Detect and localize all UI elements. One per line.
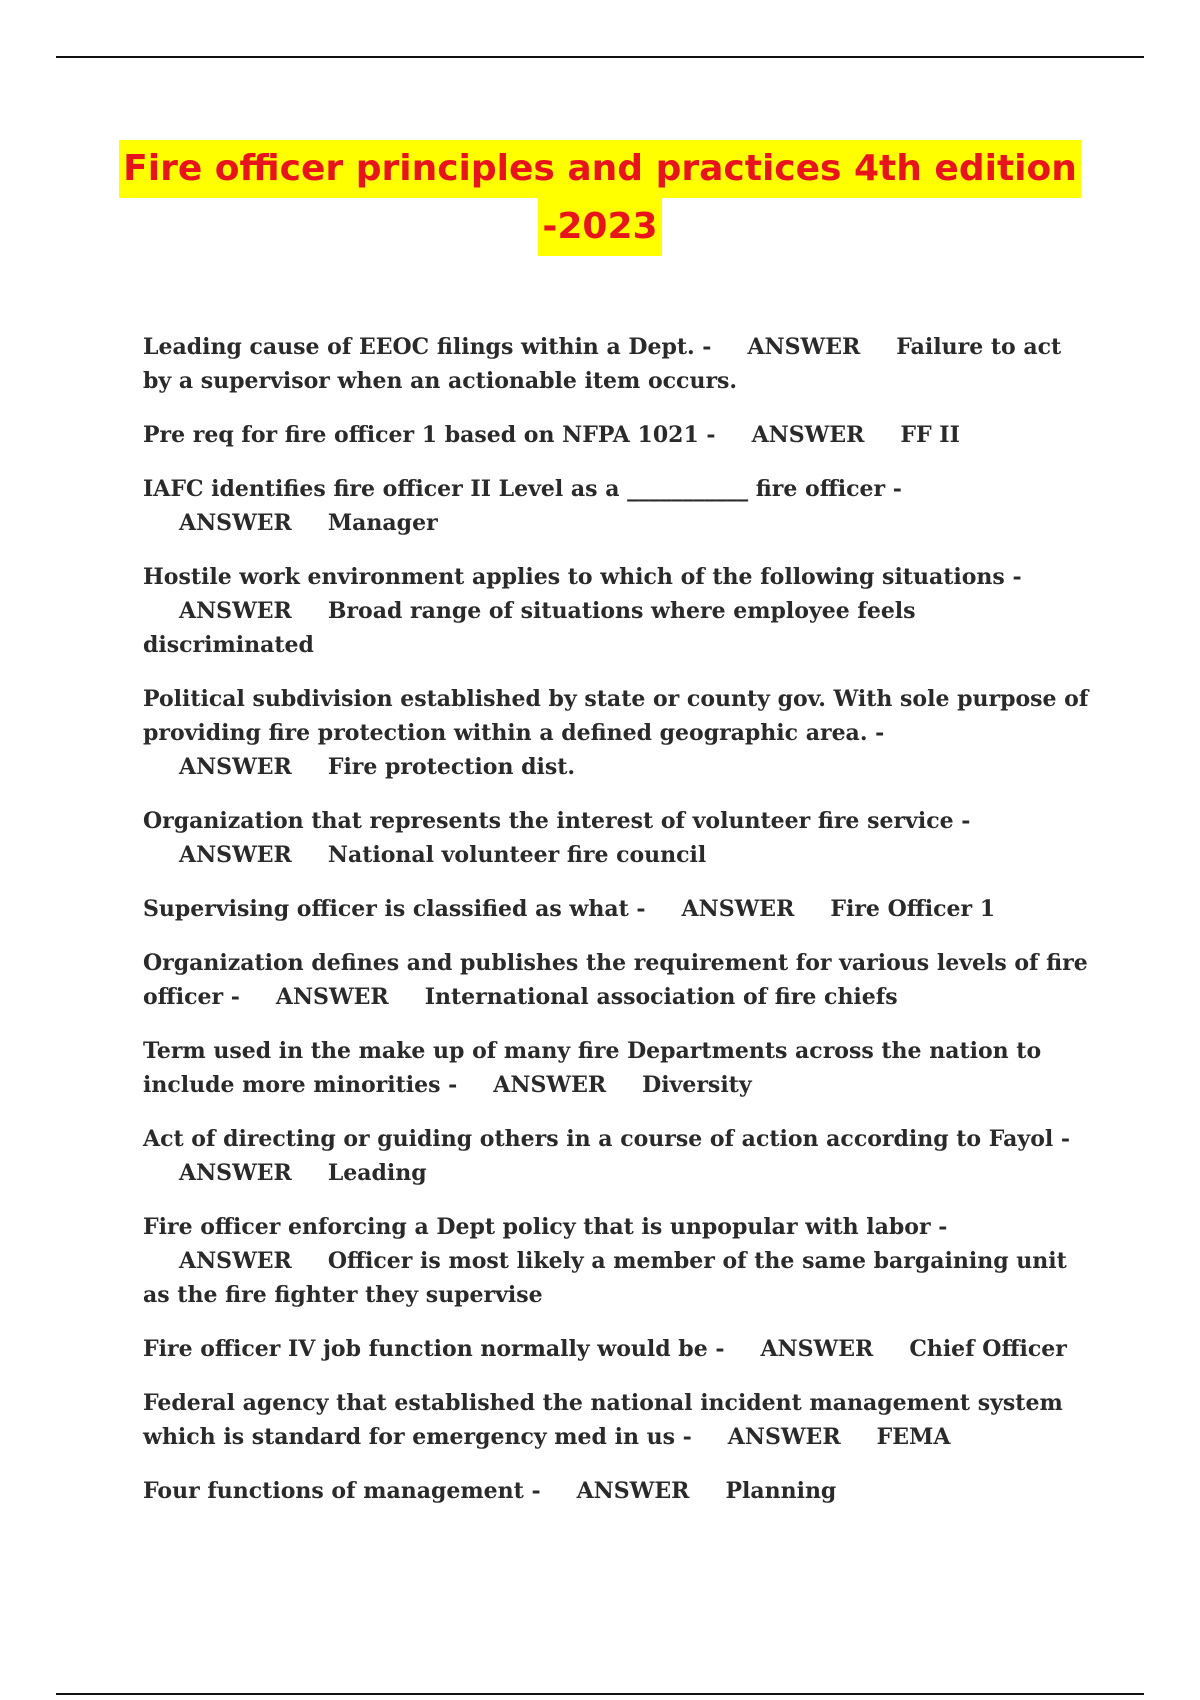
document-title [0,140,1200,256]
answer-label: ANSWER [760,1336,874,1362]
question-text: Leading cause of EEOC filings within a Dept. - [143,334,712,360]
qa-item [143,472,1093,540]
answer-label: ANSWER [179,754,292,780]
answer-label: ANSWER [747,334,861,360]
answer-text: International association of fire chiefs [424,984,898,1010]
answer-text: Manager [327,510,438,536]
answer-label: ANSWER [179,842,292,868]
qa-item [143,682,1093,784]
qa-item [143,1474,1093,1508]
qa-item [143,1386,1093,1454]
qa-item [143,560,1093,662]
answer-label: ANSWER [681,896,795,922]
answer-text: Officer is most likely a member of the same bargaining unit as the fire fighter they supervise [143,1248,1067,1308]
answer-label: ANSWER [179,510,292,536]
question-text: Supervising officer is classified as what - [143,896,646,922]
top-rule [56,56,1144,58]
answer-label: ANSWER [727,1424,841,1450]
answer-text: Leading [327,1160,427,1186]
question-text: Four functions of management - [143,1478,541,1504]
answer-label: ANSWER [179,1248,292,1274]
answer-text: Diversity [642,1072,752,1098]
question-text: Term used in the make up of many fire Departments across the nation to include more minorities - [143,1038,1042,1098]
qa-list [143,330,1093,1528]
answer-text: National volunteer fire council [327,842,707,868]
question-text: Pre req for fire officer 1 based on NFPA 1021 - [143,422,716,448]
question-text: Act of directing or guiding others in a course of action according to Fayol - [143,1126,1071,1152]
answer-text: Fire Officer 1 [830,896,996,922]
qa-item [143,1210,1093,1312]
question-text: IAFC identifies fire officer II Level as a ___________ fire officer - [143,476,902,502]
question-text: Fire officer IV job function normally would be - [143,1336,725,1362]
qa-item [143,1332,1093,1366]
answer-label: ANSWER [576,1478,690,1504]
question-text: Fire officer enforcing a Dept policy that is unpopular with labor - [143,1214,948,1240]
qa-item [143,418,1093,452]
answer-text: Fire protection dist. [327,754,576,780]
answer-label: ANSWER [179,598,292,624]
question-text: Organization defines and publishes the requirement for various levels of fire officer - [143,950,1088,1010]
qa-item [143,804,1093,872]
answer-text: Planning [725,1478,837,1504]
qa-item [143,892,1093,926]
answer-text: Chief Officer [909,1336,1067,1362]
answer-label: ANSWER [179,1160,292,1186]
answer-label: ANSWER [493,1072,607,1098]
qa-item [143,1034,1093,1102]
answer-text: FEMA [876,1424,951,1450]
answer-text: FF II [900,422,960,448]
question-text: Political subdivision established by state or county gov. With sole purpose of providing fire protection within a defined geographic area. - [143,686,1089,746]
answer-label: ANSWER [275,984,389,1010]
answer-text: Failure to act by a supervisor when an actionable item occurs. [143,334,1062,394]
answer-text: Broad range of situations where employee feels discriminated [143,598,916,658]
title-line-1: Fire officer principles and practices 4th edition [119,140,1081,198]
qa-item [143,1122,1093,1190]
bottom-rule [56,1693,1144,1695]
question-text: Organization that represents the interest of volunteer fire service - [143,808,971,834]
qa-item [143,330,1093,398]
answer-label: ANSWER [751,422,865,448]
qa-item [143,946,1093,1014]
question-text: Federal agency that established the national incident management system which is standard for emergency med in us - [143,1390,1063,1450]
question-text: Hostile work environment applies to which of the following situations - [143,564,1022,590]
title-line-2: -2023 [538,198,661,256]
